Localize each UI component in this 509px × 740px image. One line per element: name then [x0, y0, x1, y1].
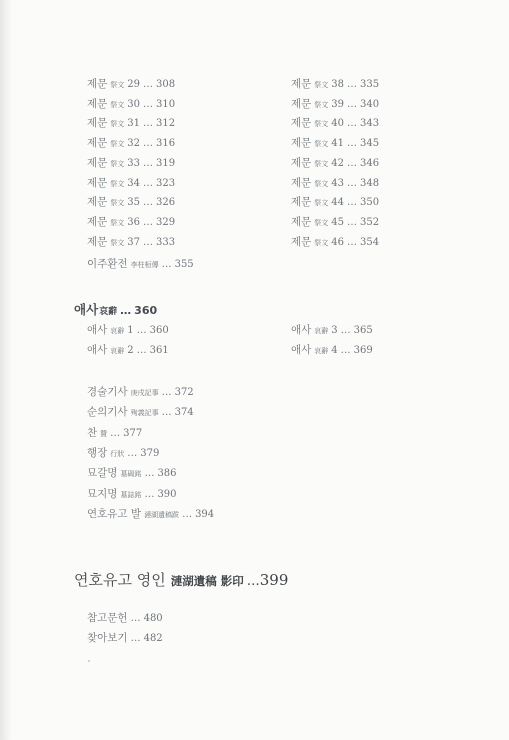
entry-title: 애사: [87, 324, 108, 336]
entry-hanja: 祭文: [314, 218, 329, 227]
entry-page: 390: [157, 488, 177, 500]
entry-number: 35: [127, 197, 141, 209]
entry-title: 제문: [87, 97, 108, 110]
entry-title: 묘갈명: [87, 467, 118, 480]
section-heading-facsimile[interactable]: [74, 569, 288, 590]
entry-title: 애사: [87, 344, 108, 356]
toc-entry[interactable]: [87, 196, 175, 210]
toc-entry[interactable]: [87, 236, 175, 250]
leader-dots: …: [347, 216, 358, 228]
entry-number: 39: [331, 98, 345, 110]
heading-title: 연호유고 영인: [74, 571, 166, 589]
leader-dots: …: [347, 79, 358, 90]
leader-dots: …: [143, 98, 154, 110]
entry-hanja: 哀辭: [314, 347, 329, 355]
entry-page: 394: [195, 508, 215, 520]
page-mark: [88, 660, 90, 662]
leader-dots: …: [143, 157, 154, 169]
toc-entry[interactable]: [87, 344, 169, 358]
entry-title: 행장: [87, 446, 108, 459]
entry-number: 38: [331, 79, 345, 90]
leader-dots: …: [144, 488, 155, 500]
toc-entry[interactable]: [87, 98, 175, 112]
leader-dots: …: [130, 613, 141, 624]
toc-entry[interactable]: [87, 612, 163, 625]
entry-title: 제문: [87, 137, 108, 150]
entry-page: 355: [174, 259, 194, 270]
entry-page: 310: [156, 98, 176, 110]
toc-entry[interactable]: [291, 324, 373, 338]
entry-hanja: 祭文: [314, 199, 329, 208]
entry-number: 41: [331, 138, 345, 150]
toc-entry[interactable]: [87, 488, 177, 502]
toc-entry[interactable]: [87, 157, 175, 171]
entry-title: 제문: [87, 156, 108, 169]
leader-dots: …: [340, 325, 351, 336]
entry-page: 319: [156, 157, 176, 169]
entry-title: 제문: [291, 235, 312, 248]
toc-entry[interactable]: [291, 78, 379, 92]
entry-hanja: 祭文: [314, 100, 329, 109]
heading-hanja: 漣湖遺稿 影印: [170, 574, 244, 588]
entry-page: 372: [174, 387, 194, 398]
entry-title: 이주환전: [87, 258, 128, 270]
leader-dots: …: [144, 468, 155, 480]
entry-hanja: 祭文: [110, 199, 125, 208]
toc-entry[interactable]: [87, 467, 177, 481]
entry-title: 제문: [291, 156, 312, 169]
entry-hanja: 祭文: [314, 140, 329, 149]
toc-entry[interactable]: [291, 137, 379, 151]
entry-title: 제문: [291, 196, 312, 209]
toc-entry[interactable]: [87, 447, 159, 461]
leader-dots: …: [120, 304, 132, 317]
entry-title: 제문: [87, 78, 108, 90]
entry-title: 제문: [291, 176, 312, 189]
entry-title: 애사: [291, 324, 312, 336]
heading-title: 애사: [74, 302, 99, 317]
entry-page: 329: [156, 216, 176, 228]
entry-hanja: 哀辭: [314, 327, 329, 335]
entry-title: 제문: [87, 196, 108, 209]
entry-title: 제문: [87, 215, 108, 228]
entry-hanja: 墓碣銘: [120, 470, 142, 479]
leader-dots: …: [340, 345, 351, 356]
leader-dots: …: [143, 197, 154, 209]
leader-dots: …: [143, 216, 154, 228]
entry-page: 480: [143, 613, 163, 624]
leader-dots: …: [143, 118, 154, 130]
toc-entry[interactable]: [291, 117, 379, 131]
toc-entry[interactable]: [87, 137, 175, 151]
entry-title: 제문: [291, 117, 312, 130]
toc-entry[interactable]: [87, 177, 175, 191]
entry-hanja: 祭文: [314, 159, 329, 168]
leader-dots: …: [161, 259, 172, 270]
entry-hanja: 哀辭: [110, 347, 125, 355]
toc-entry[interactable]: [291, 98, 379, 112]
entry-page: 335: [360, 79, 380, 90]
entry-title: 경술기사: [87, 386, 128, 398]
entry-hanja: 祭文: [314, 179, 329, 188]
entry-hanja: 祭文: [110, 238, 125, 247]
entry-hanja: 李柱桓傳: [130, 261, 159, 269]
heading-hanja: 哀辭: [99, 307, 118, 317]
leader-dots: …: [130, 633, 141, 644]
leader-dots: …: [143, 236, 154, 248]
entry-hanja: 祭文: [314, 120, 329, 129]
entry-page: 340: [360, 98, 380, 110]
toc-entry[interactable]: [291, 157, 379, 171]
entry-title: 애사: [291, 344, 312, 356]
leader-dots: …: [246, 574, 260, 589]
entry-hanja: 祭文: [110, 81, 125, 89]
entry-title: 제문: [87, 117, 108, 130]
entry-page: 386: [157, 468, 177, 480]
entry-page: 323: [156, 177, 176, 189]
entry-number: 29: [127, 79, 141, 90]
entry-hanja: 漣湖遺稿跋: [144, 510, 180, 519]
entry-title: 참고문헌: [87, 612, 128, 624]
entry-hanja: 祭文: [110, 120, 125, 129]
toc-entry[interactable]: [87, 78, 175, 92]
leader-dots: …: [161, 387, 172, 398]
entry-hanja: 祭文: [110, 140, 125, 149]
entry-number: 31: [127, 118, 141, 130]
toc-entry[interactable]: [291, 196, 379, 210]
entry-title: 찬: [87, 426, 98, 439]
entry-number: 42: [331, 157, 345, 169]
leader-dots: …: [143, 138, 154, 150]
toc-entry[interactable]: [87, 508, 214, 522]
toc-entry[interactable]: [291, 177, 379, 191]
entry-hanja: 祭文: [110, 179, 125, 188]
toc-entry[interactable]: [87, 632, 163, 645]
entry-hanja: 哀辭: [110, 327, 125, 335]
toc-entry[interactable]: [87, 406, 194, 420]
entry-title: 제문: [291, 215, 312, 228]
entry-hanja: 祭文: [110, 218, 125, 227]
leader-dots: …: [136, 345, 147, 356]
toc-entry[interactable]: [291, 344, 373, 358]
leader-dots: …: [143, 79, 154, 90]
entry-hanja: 祭文: [110, 100, 125, 109]
entry-hanja: 祭文: [314, 238, 329, 247]
entry-page: 308: [156, 79, 176, 90]
leader-dots: …: [347, 157, 358, 169]
entry-title: 연호유고 발: [87, 507, 142, 520]
leader-dots: …: [161, 407, 172, 419]
entry-page: 377: [123, 427, 143, 439]
toc-entry[interactable]: [87, 216, 175, 230]
entry-title: 제문: [291, 97, 312, 110]
toc-entry[interactable]: [87, 427, 142, 441]
entry-number: 34: [127, 177, 141, 189]
entry-title: 순의기사: [87, 406, 128, 419]
entry-title: 제문: [87, 176, 108, 189]
entry-number: 45: [331, 216, 345, 228]
entry-hanja: 庚戌記事: [130, 389, 159, 397]
entry-number: 36: [127, 216, 141, 228]
entry-title: 찾아보기: [87, 632, 128, 644]
leader-dots: …: [143, 177, 154, 189]
entry-hanja: 祭文: [110, 159, 125, 168]
entry-number: 33: [127, 157, 141, 169]
entry-page: 379: [140, 447, 160, 459]
leader-dots: …: [347, 177, 358, 189]
entry-title: 제문: [87, 235, 108, 248]
leader-dots: …: [347, 138, 358, 150]
entry-hanja: 祭文: [314, 81, 329, 89]
entry-number: 2: [127, 345, 134, 356]
entry-page: 343: [360, 118, 380, 130]
entry-number: 43: [331, 177, 345, 189]
entry-page: 352: [360, 216, 380, 228]
entry-page: 345: [360, 138, 380, 150]
entry-title: 제문: [291, 137, 312, 150]
toc-entry[interactable]: [291, 216, 379, 230]
leader-dots: …: [110, 427, 121, 439]
entry-page: 346: [360, 157, 380, 169]
toc-entry[interactable]: [87, 386, 194, 400]
entry-page: 482: [143, 633, 163, 644]
entry-page: 361: [149, 345, 169, 356]
heading-page: 360: [134, 304, 158, 317]
entry-page: 312: [156, 118, 176, 130]
entry-page: 348: [360, 177, 380, 189]
entry-page: 374: [174, 407, 194, 419]
entry-title: 묘지명: [87, 487, 118, 500]
entry-page: 365: [353, 325, 373, 336]
entry-number: 1: [127, 325, 134, 336]
leader-dots: …: [127, 447, 138, 459]
entry-hanja: 殉義記事: [130, 409, 159, 418]
leader-dots: …: [347, 118, 358, 130]
entry-number: 40: [331, 118, 345, 130]
entry-hanja: 贊: [100, 429, 108, 438]
toc-entry[interactable]: [291, 236, 379, 250]
entry-number: 46: [331, 236, 345, 248]
leader-dots: …: [347, 236, 358, 248]
entry-number: 3: [331, 325, 338, 336]
toc-entry-ijuhwan[interactable]: [87, 258, 194, 272]
toc-entry[interactable]: [87, 324, 169, 338]
entry-number: 32: [127, 138, 141, 150]
entry-number: 37: [127, 236, 141, 248]
entry-number: 44: [331, 197, 345, 209]
entry-page: 350: [360, 197, 380, 209]
entry-page: 316: [156, 138, 176, 150]
leader-dots: …: [347, 197, 358, 209]
entry-page: 354: [360, 236, 380, 248]
entry-page: 369: [353, 345, 373, 356]
entry-hanja: 墓誌銘: [120, 490, 142, 499]
page-gutter-shadow: [0, 0, 12, 740]
entry-hanja: 行狀: [110, 449, 125, 458]
entry-page: 326: [156, 197, 176, 209]
entry-page: 333: [156, 236, 176, 248]
entry-title: 제문: [291, 78, 312, 90]
entry-number: 30: [127, 98, 141, 110]
leader-dots: …: [347, 98, 358, 110]
leader-dots: …: [136, 325, 147, 336]
toc-entry[interactable]: [87, 117, 175, 131]
heading-page: 399: [259, 571, 289, 589]
entry-page: 360: [149, 325, 169, 336]
section-heading-aesa[interactable]: [74, 300, 157, 318]
leader-dots: …: [182, 508, 193, 520]
entry-number: 4: [331, 345, 338, 356]
